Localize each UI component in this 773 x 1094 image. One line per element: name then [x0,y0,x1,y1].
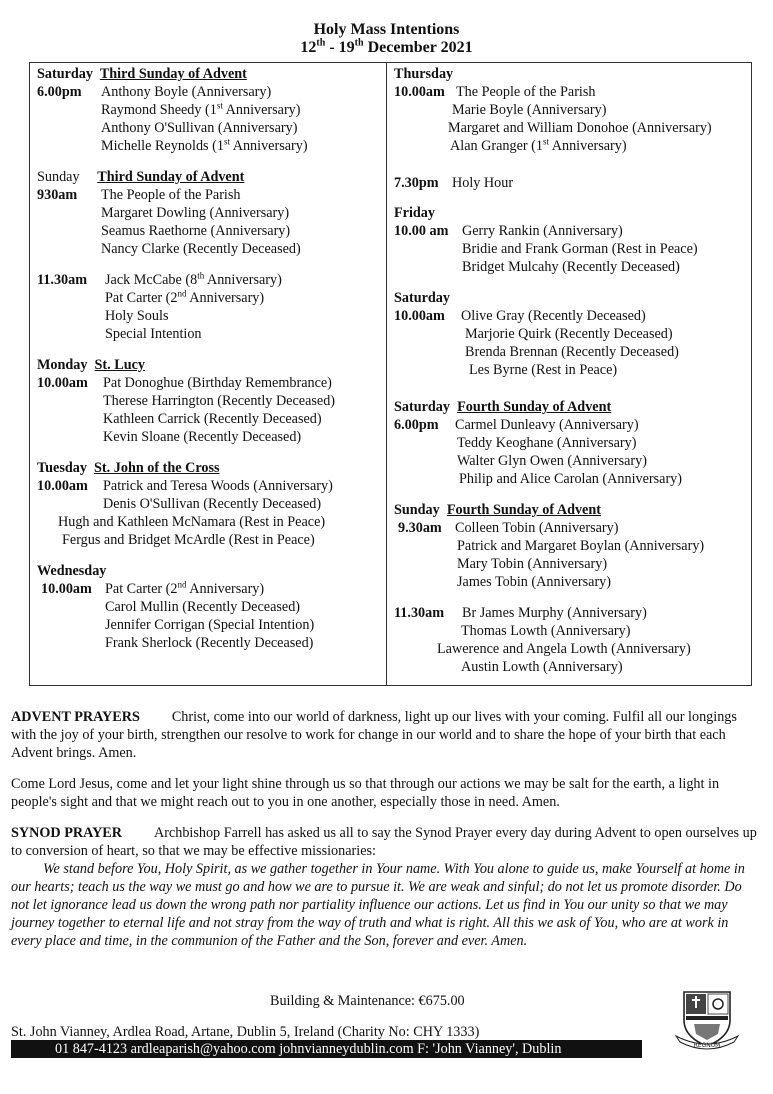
mass-time: 11.30am [37,272,88,288]
intention: Gerry Rankin (Anniversary) [462,223,623,239]
synod-intro: SYNOD PRAYER Archbishop Farrell has asked us all to say the Synod Prayer every day during Advent to open ourselves up to conversion of heart, so that we may be effective missionaries: [11,825,757,859]
intention: Les Byrne (Rest in Peace) [469,362,618,378]
building-maintenance-total: Building & Maintenance: €675.00 [270,993,465,1009]
intention: Lawerence and Angela Lowth (Anniversary) [437,641,691,657]
intention: Patrick and Teresa Woods (Anniversary) [103,478,333,494]
mass-time: 10.00 am [394,223,449,239]
intention: Holy Souls [105,308,169,324]
intention: Anthony Boyle (Anniversary) [101,84,272,100]
intention: Teddy Keoghane (Anniversary) [457,435,637,451]
day-heading-thursday: Thursday [394,66,454,82]
intention: Frank Sherlock (Recently Deceased) [105,635,314,651]
intention: Thomas Lowth (Anniversary) [461,623,631,639]
intention: Mary Tobin (Anniversary) [457,556,608,572]
date-range: 12th - 19th December 2021 [300,37,473,56]
day-heading-saturday-vigil: Saturday Fourth Sunday of Advent [394,399,612,415]
mass-time: 6.00pm [37,84,82,100]
advent-prayer-2: Come Lord Jesus, come and let your light shine through us so that through our actions we may be salt for the earth, a light in people's sight and that we might reach out to you in one another, especially those in need. Amen. [11,776,720,810]
intention: Holy Hour [452,175,514,191]
advent-prayer: ADVENT PRAYERS Christ, come into our world of darkness, light up our lives with your coming. Fulfil all our longings with the joy of your birth, strengthen our resolve to work for change in our world and to share the hope of your birth that each Advent brings. Amen. [11,709,737,761]
mass-time: 10.00am [37,478,88,494]
intention: Margaret Dowling (Anniversary) [101,205,290,221]
synod-prayer-text: We stand before You, Holy Spirit, as we gather together in Your name. With You alone to guide us, make Yourself at home in our hearts; teach us the way we must go and how we are to pursue it. We are weak and sinful; do not let us promote disorder. Do not let ignorance lead us down the wrong path nor partiality influence our actions. Let us find in You our unity so that we may journey together to eternal life and not stray from the way of truth and what is right. All this we ask of You, who are at work in every place and time, in the communion of the Father and the Son, forever and ever. Amen. [11,861,745,949]
intention: Colleen Tobin (Anniversary) [455,520,619,536]
parish-crest [672,990,742,1057]
intention: Patrick and Margaret Boylan (Anniversary) [457,538,705,554]
intention: Anthony O'Sullivan (Anniversary) [101,120,298,136]
intention: Carmel Dunleavy (Anniversary) [455,417,639,433]
intention: The People of the Parish [456,84,596,100]
intention: Marie Boyle (Anniversary) [452,102,607,118]
intention: Raymond Sheedy (1st Anniversary) [101,100,301,118]
day-heading-wednesday: Wednesday [37,563,107,579]
intention: Pat Carter (2nd Anniversary) [105,579,265,597]
intention: Nancy Clarke (Recently Deceased) [101,241,301,257]
intention: Hugh and Kathleen McNamara (Rest in Peace) [58,514,326,530]
intention: Olive Gray (Recently Deceased) [461,308,646,324]
day-heading-tuesday: Tuesday St. John of the Cross [37,460,220,476]
intention: Walter Glyn Owen (Anniversary) [457,453,647,469]
intention: Jennifer Corrigan (Special Intention) [105,617,315,633]
mass-time: 10.00am [394,308,445,324]
intention: Br James Murphy (Anniversary) [462,605,647,621]
mass-time: 7.30pm [394,175,439,191]
crest-motto: REGNUM [693,1042,721,1049]
intention: Bridie and Frank Gorman (Rest in Peace) [462,241,698,257]
day-heading-sunday: Sunday Fourth Sunday of Advent [394,502,601,518]
intention: Fergus and Bridget McArdle (Rest in Peace) [62,532,315,548]
mass-time: 6.00pm [394,417,439,433]
contact-bar: 01 847-4123 ardleaparish@yahoo.com johnvianneydublin.com F: 'John Vianney', Dublin [11,1040,642,1058]
intention: Pat Donoghue (Birthday Remembrance) [103,375,332,391]
intention: Therese Harrington (Recently Deceased) [103,393,336,409]
day-heading-sunday: Sunday Third Sunday of Advent [37,169,245,185]
intention: Brenda Brennan (Recently Deceased) [465,344,679,360]
synod-prayer-heading: SYNOD PRAYER [11,825,123,841]
parish-address: St. John Vianney, Ardlea Road, Artane, Dublin 5, Ireland (Charity No: CHY 1333) [11,1024,480,1040]
mass-time: 9.30am [398,520,442,536]
day-heading-friday: Friday [394,205,435,221]
intention: Special Intention [105,326,202,342]
intention: Pat Carter (2nd Anniversary) [105,288,265,306]
day-heading-monday: Monday St. Lucy [37,357,145,373]
intention: Michelle Reynolds (1st Anniversary) [101,136,308,154]
page-title: Holy Mass Intentions [313,21,460,38]
intention: Austin Lowth (Anniversary) [461,659,623,675]
intention: Alan Granger (1st Anniversary) [450,136,627,154]
intention: Margaret and William Donohoe (Anniversary) [448,120,712,136]
intention: James Tobin (Anniversary) [457,574,611,590]
column-divider [386,62,387,686]
intention: Denis O'Sullivan (Recently Deceased) [103,496,322,512]
intention: Bridget Mulcahy (Recently Deceased) [462,259,680,275]
day-heading-saturday: Saturday [394,290,450,306]
intention: Jack McCabe (8th Anniversary) [105,270,282,288]
mass-time: 930am [37,187,78,203]
intention: Philip and Alice Carolan (Anniversary) [459,471,683,487]
intention: Seamus Raethorne (Anniversary) [101,223,291,239]
mass-time: 11.30am [394,605,445,621]
intention: Kevin Sloane (Recently Deceased) [103,429,302,445]
intention: Kathleen Carrick (Recently Deceased) [103,411,322,427]
day-heading-saturday: Saturday Third Sunday of Advent [37,66,247,82]
intention: Marjorie Quirk (Recently Deceased) [465,326,673,342]
mass-time: 10.00am [37,375,88,391]
mass-time: 10.00am [394,84,445,100]
advent-prayers-heading: ADVENT PRAYERS [11,709,140,725]
intention: The People of the Parish [101,187,241,203]
mass-time: 10.00am [41,581,92,597]
intention: Carol Mullin (Recently Deceased) [105,599,301,615]
